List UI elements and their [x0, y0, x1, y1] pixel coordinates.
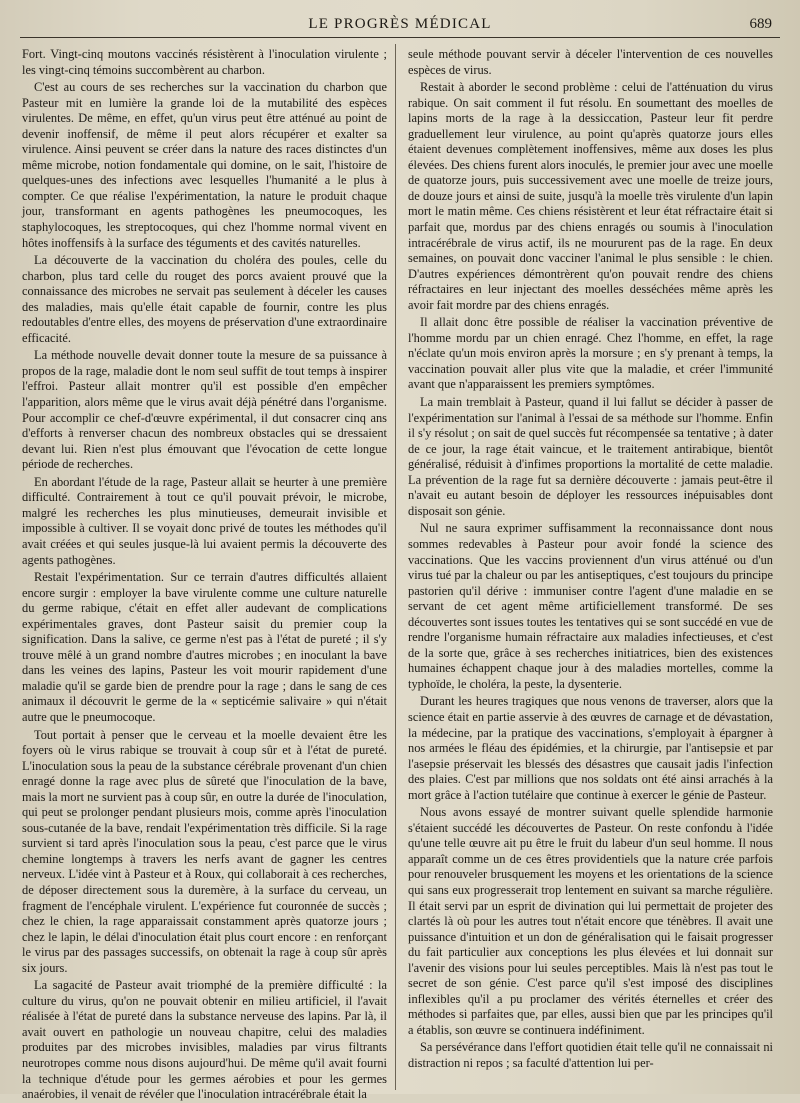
paragraph: Tout portait à penser que le cerveau et la moelle devaient être les foyers où le virus rabique se trouvait à coup sûr et à l'état de pureté. L'inoculation sous la peau de la substance cérébrale provenant d'un chien enragé donne la rage avec plus de sûreté que l'inoculation de la bave, mais la mort ne survient pas à coup sûr, en outre la durée de l'inoculation, qui peut se prolonger pendant plusieurs mois, comme après l'inoculation sous-cutanée de la bave, rendait l'expérimentation très difficile. Si la rage survient si tard après l'inoculation sous la peau, c'est parce que le virus chemine longtemps à travers les nerfs avant de gagner les centres nerveux. L'idée vint à Pasteur et à Roux, qui collaborait à ces recherches, de déposer directement sous la duremère, à la surface du cerveau, un fragment de l'encéphale virulent. L'expérience fut couronnée de succès ; chez le chien, la rage apparaissait constamment après quatorze jours ; chez le lapin, le délai d'inoculation était plus court encore : en renforçant le virus par des passages successifs, on obtenait la rage à coup sûr après six jours. — [22, 727, 387, 975]
paragraph: Restait à aborder le second problème : celui de l'atténuation du virus rabique. On sait comment il fut résolu. En soumettant des moelles de lapins morts de la rage à la dessiccation, Pasteur leur fit perdre graduellement leur virulence, au point qu'après quatorze jours elles étaient devenues complètement inoffensives, même aux doses les plus élevées. Des chiens furent alors inoculés, le premier jour avec une moelle de quatorze jours, puis successivement avec une moelle de treize jours, de douze jours et ainsi de suite, jusqu'à la moelle très virulente d'un lapin mort le matin même. Ces chiens résistèrent et leur état réfractaire était si parfait que, mordus par des chiens enragés ou soumis à l'inoculation intracérébrale de virus actif, ils ne moururent pas de la rage. En deux semaines, on pouvait donc vacciner l'animal le plus sensible : le chien. D'autres expériences démontrèrent qu'on pouvait rendre des chiens réfractaires en leur injectant des moelles desséchées même après les avoir fait mordre par des chiens enragés. — [408, 80, 773, 312]
paragraph: La main tremblait à Pasteur, quand il lui fallut se décider à passer de l'expérimentation sur l'animal à l'essai de sa méthode sur l'homme. Enfin il s'y résolut ; on sait de quel succès fut récompensée sa tentative ; à dater de ce jour, la rage était vaincue, et le traitement antirabique, bientôt généralisé, réduisit à d'infimes proportions la mortalité de cette maladie. La prévention de la rage fut sa dernière découverte : jamais peut-être il n'avait eu autant besoin de déployer les ressources inépuisables dont disposait son génie. — [408, 395, 773, 518]
left-column — [22, 47, 387, 1102]
paragraph: Fort. Vingt-cinq moutons vaccinés résistèrent à l'inoculation virulente ; les vingt-cinq témoins succombèrent au charbon. — [22, 47, 387, 77]
paragraph: La méthode nouvelle devait donner toute la mesure de sa puissance à propos de la rage, maladie dont le nom seul suffit de tout temps à inspirer l'effroi. Pasteur allait montrer qu'il est possible d'en empêcher l'apparition, alors même que le virus avait déjà pénétré dans l'organisme. Pour accomplir ce chef-d'œuvre expérimental, il dut consacrer cinq ans d'efforts à renverser chacun des nombreux obstacles qui se dressaient devant lui. Rien n'est plus émouvant que l'évocation de cette longue période de recherches. — [22, 348, 387, 472]
paragraph: En abordant l'étude de la rage, Pasteur allait se heurter à une première difficulté. Contrairement à tout ce qu'il pouvait prévoir, le microbe, malgré les recherches les plus minutieuses, demeurait invisible et impossible à cultiver. Il se voyait donc privé de toutes les méthodes qu'il avait créées et qui seules jusque-là lui avaient permis la découverte des agents pathogènes. — [22, 474, 387, 567]
page-number: 689 — [749, 16, 772, 32]
paragraph: C'est au cours de ses recherches sur la vaccination du charbon que Pasteur mit en lumière la grande loi de la mutabilité des espèces virulentes. De même, en effet, qu'un virus peut être atténué au point de devenir inoffensif, de même il peut alors récupérer et exalter sa virulence. Ainsi peuvent se créer dans la nature des races distinctes d'un même microbe, notion fondamentale qui domine, on le sait, l'histoire de quelques-unes des infections avec lesquelles l'humanité a le plus à compter. Ce que réalise l'expérimentation, la nature le produit chaque jour, transformant en agents pathogènes les pneumocoques, les staphylocoques, les streptocoques, qui chez l'homme normal vivent en hôtes inoffensifs à la surface des téguments et des cavités naturelles. — [22, 80, 387, 250]
right-column — [408, 47, 773, 1087]
paragraph: Il allait donc être possible de réaliser la vaccination préventive de l'homme mordu par un chien enragé. Chez l'homme, en effet, la rage n'éclate qu'un mois environ après la morsure ; en s'y prenant à temps, la vaccination pouvait aller plus vite que la maladie, et créer l'immunité avant que n'apparaissent les premiers symptômes. — [408, 315, 773, 392]
paragraph: Restait l'expérimentation. Sur ce terrain d'autres difficultés allaient encore surgir : employer la bave virulente comme une culture naturelle du germe rabique, c'était en effet aller audevant de complications expérimentales graves, dont Pasteur saisit du premier coup la signification. Dans la salive, ce germe n'est pas à l'état de pureté ; il s'y trouve mêlé à un grand nombre d'autres microbes ; en inoculant la bave dans les veines des lapins, Pasteur les voit mourir rapidement d'une maladie qu'il se garde bien de prendre pour la rage ; dans le sang de ces animaux il découvrit le germe de la « septicémie salivaire » qui n'était autre que le pneumocoque. — [22, 570, 387, 724]
running-title: LE PROGRÈS MÉDICAL — [308, 16, 492, 32]
paragraph: Nous avons essayé de montrer suivant quelle splendide harmonie s'étaient succédé les découvertes de Pasteur. On reste confondu à l'idée qu'une telle œuvre ait pu être le fruit du labeur d'un seul homme. Il nous apparaît comme un de ces êtres providentiels que la nature crée parfois pour renouveler brusquement les moyens et les orientations de la science qui sans eux progresserait trop lentement en suivant sa marche régulière. Il était servi par un esprit de divination qui lui permettait de projeter des clartés là où pour les autres tout n'était encore que ténèbres. Il avait une puissance d'intuition et un don de généralisation qui le faisait progresser du fait particulier aux conceptions les plus élevées et lui donnait sur l'avenir des visions pour lui seules perceptibles. Mais là n'est pas tout le secret de son génie. C'est parce qu'il s'est imposé des disciplines inflexibles qu'il a pu proclamer des vérités éternelles et créer des méthodes si parfaites que, par elles, aussi bien que par les principes qu'il a établis, son œuvre se continuera indéfiniment. — [408, 805, 773, 1037]
paragraph: seule méthode pouvant servir à déceler l'intervention de ces nouvelles espèces de virus. — [408, 47, 773, 77]
paragraph: Durant les heures tragiques que nous venons de traverser, alors que la science était en partie asservie à des œuvres de carnage et de dévastation, la médecine, par la pratique des vaccinations, s'employait à épargner à nos armées le fléau des épidémies, et la chirurgie, par l'antisepsie et par l'asepsie préservait les blessés des désastres que causait jadis l'infection des plaies. C'est par millions que nos soldats ont été ainsi arrachés à la mort grâce à l'action tutélaire que continue à exercer le génie de Pasteur. — [408, 694, 773, 802]
paragraph: Sa persévérance dans l'effort quotidien était telle qu'il ne connaissait ni distraction ni repos ; sa faculté d'attention lui per- — [408, 1040, 773, 1070]
paragraph: La sagacité de Pasteur avait triomphé de la première difficulté : la culture du virus, qu'on ne pouvait obtenir en milieu artificiel, il l'avait réalisée à l'état de pureté dans la substance nerveuse des lapins. Par là, il avait ouvert en pathologie un nouveau chapitre, celui des maladies produites par des microbes invisibles, maladies par virus filtrants neurotropes comme nous disons aujourd'hui. De même qu'il avait fourni la technique d'étude pour les germes aérobies et pour les germes anaérobies, il venait de révéler que l'inoculation intracérébrale était la — [22, 978, 387, 1102]
page-header — [20, 8, 780, 38]
paragraph: La découverte de la vaccination du choléra des poules, celle du charbon, plus tard celle du rouget des porcs avaient prouvé que la connaissance des microbes ne servait pas seulement à déceler les causes des maladies, mais qu'elle était capable de fournir, contre les plus redoutables d'entre elles, des moyens de préservation d'une extraordinaire efficacité. — [22, 253, 387, 345]
column-divider — [395, 44, 396, 1090]
header-rule — [20, 37, 780, 38]
paragraph: Nul ne saura exprimer suffisamment la reconnaissance dont nous sommes redevables à Pasteur pour avoir fondé la science des vaccinations. Que les vaccins proviennent d'un virus atténué ou d'un virus tué par la chaleur ou par les antiseptiques, c'est toujours du principe pastorien qu'il dérive : immuniser contre l'agent d'une maladie en se servant de cet agent même artificiellement transformé. De ses découvertes sont issues toutes les tentatives qui se sont succédé en vue de rendre l'organisme humain réfractaire aux maladies infectieuses, et c'est de la sorte que, grâce à ses recherches initiatrices, bien des existences humaines échappent chaque jour à des maladies mortelles, comme la typhoïde, le choléra, la peste, la dysenterie. — [408, 521, 773, 691]
